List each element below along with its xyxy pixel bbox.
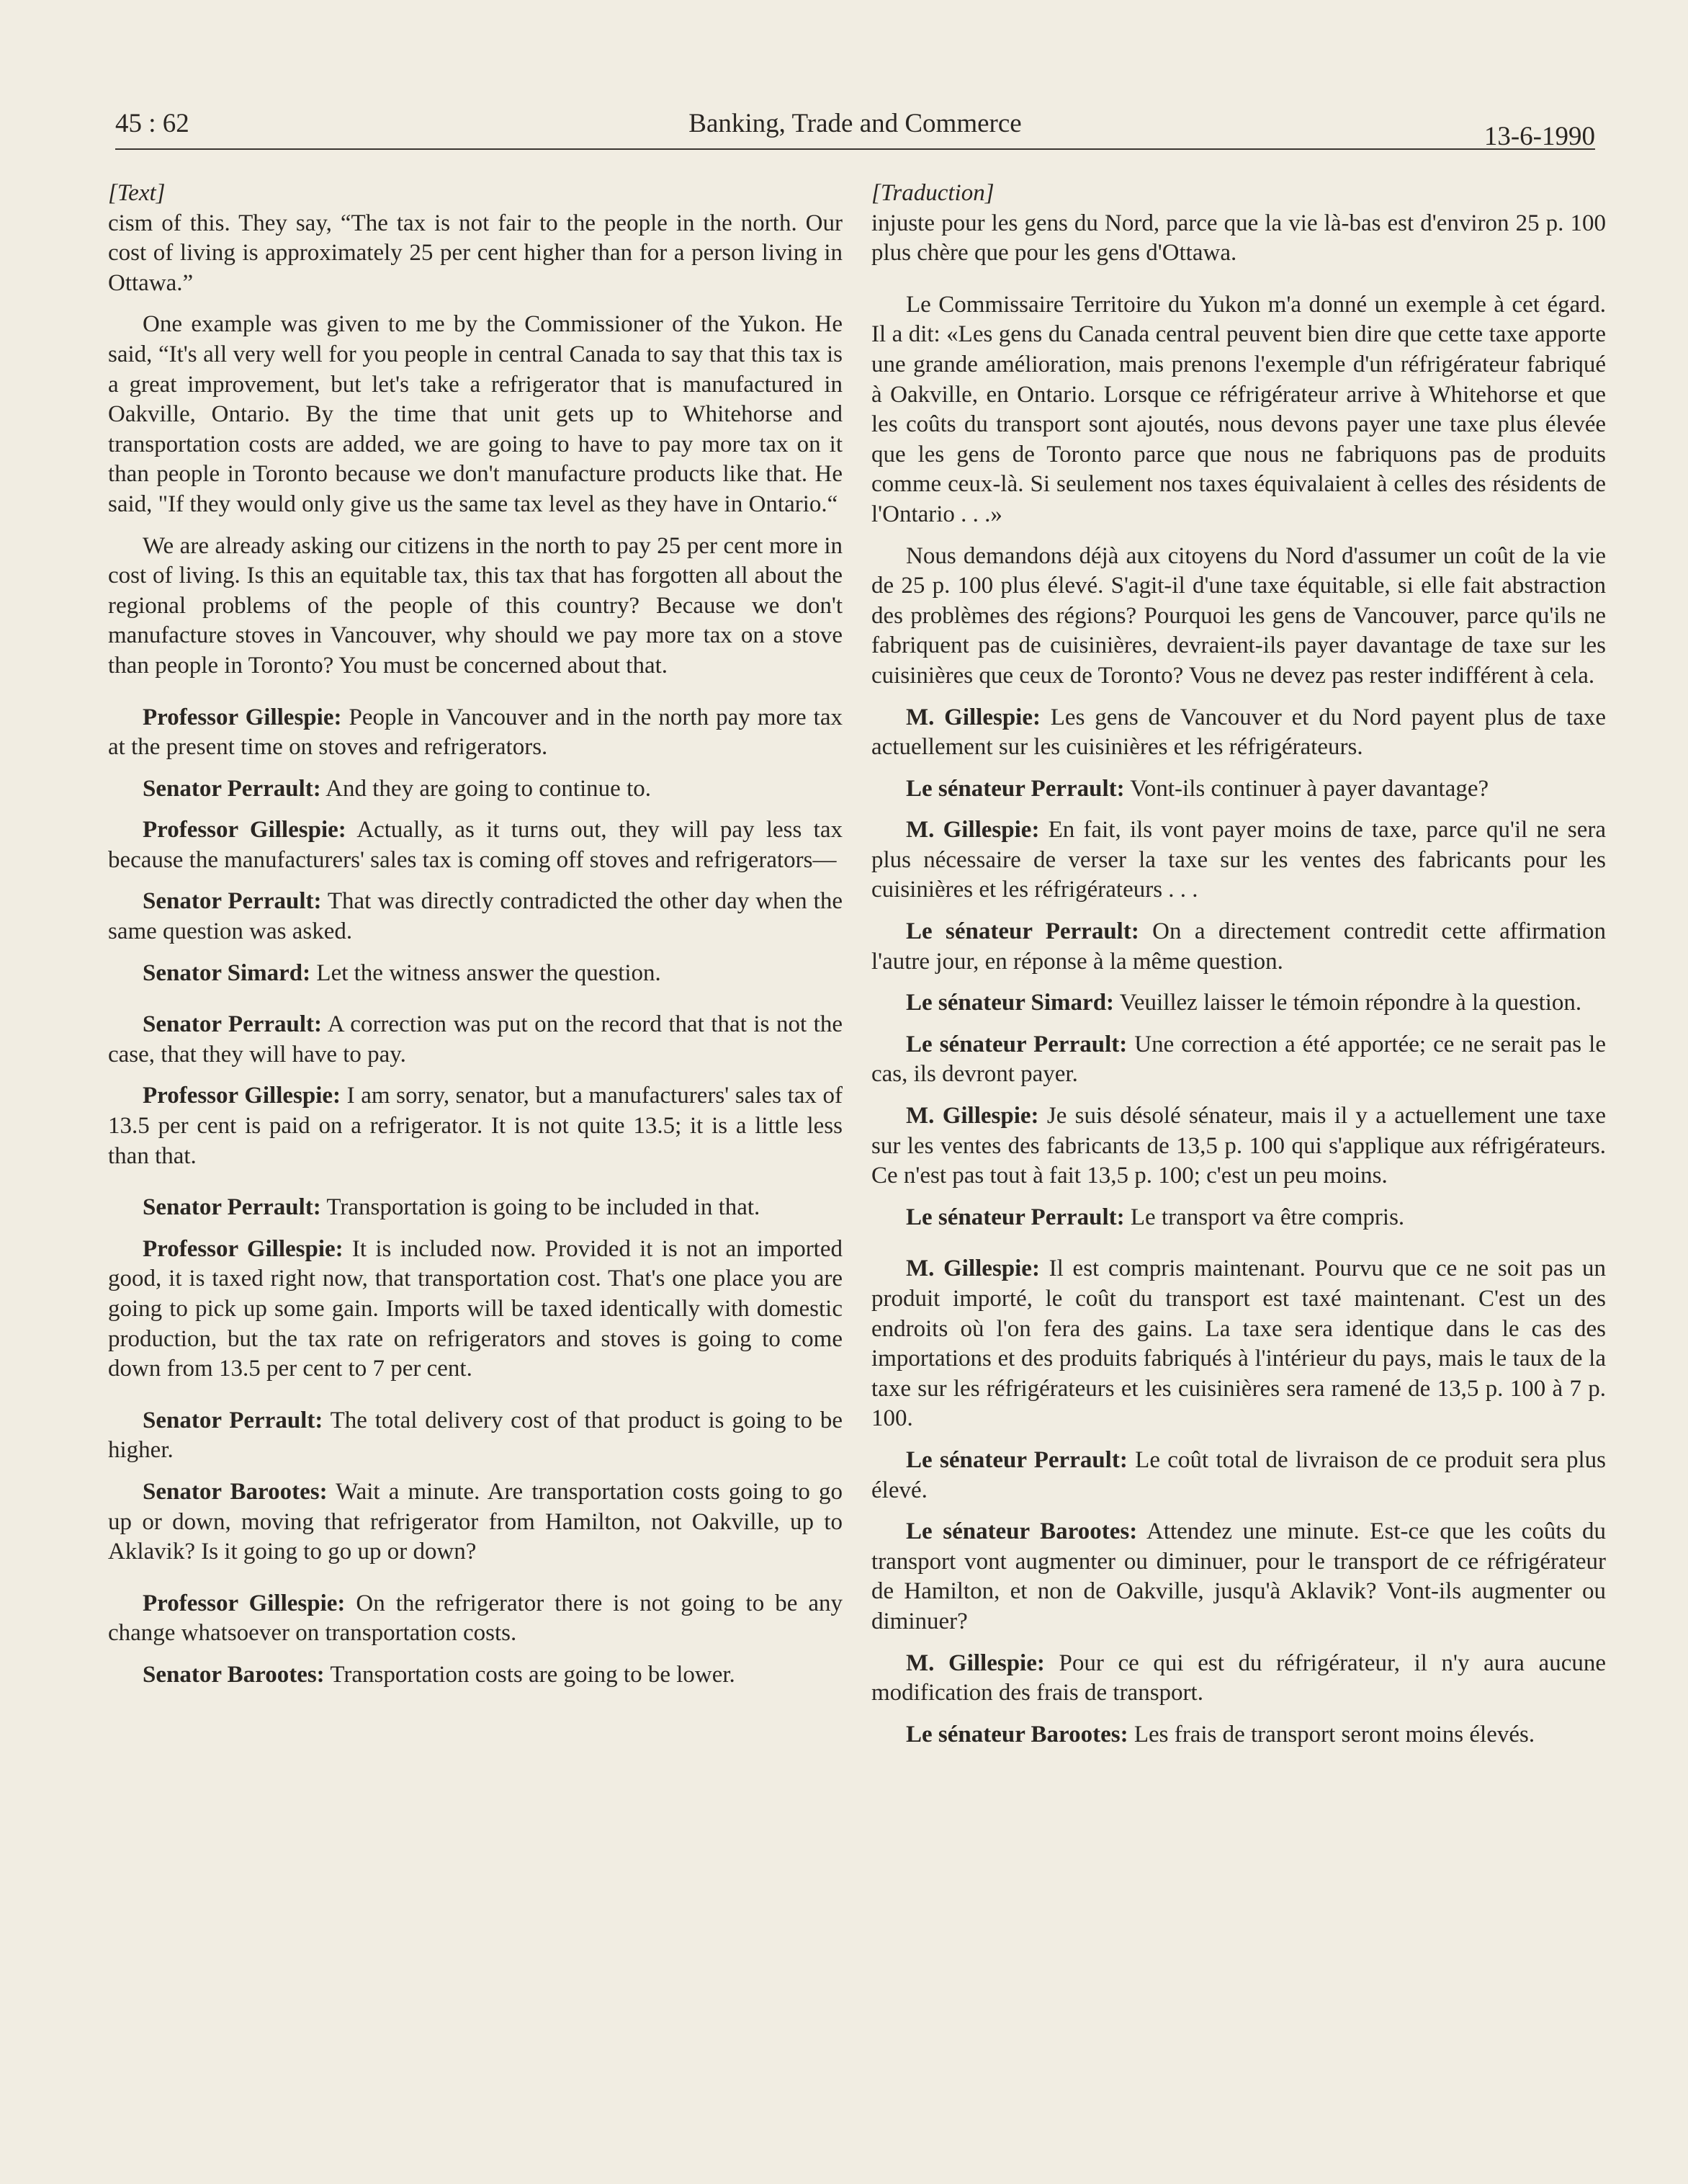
speech: Professor Gillespie: It is included now. Provided it is not an imported good, it is taxed right now, that transportation cost. That's one place you are going to pick up some gain. Imports will be taxed identically with domestic production, but the tax rate on refrigerators and stoves is going to come down from 13.5 per cent to 7 per cent. — [108, 1235, 843, 1382]
header-rule — [115, 148, 1595, 150]
paragraph: Le Commissaire Territoire du Yukon m'a donné un exemple à cet égard. Il a dit: «Les gens du Canada central peuvent bien dire que cette taxe apporte une grande amélioration, mais prenons l'exemple d'un réfrigérateur fabriqué à Oakville, en Ontario. Lorsque ce réfrigérateur arrive à Whitehorse et que les coûts du transport sont ajoutés, nous devons payer une taxe plus élevée que les gens de Toronto parce que nous ne fabriquons pas de produits comme ceux-là. Si seulement nos taxes équivalaient à celles des résidents de l'Ontario . . .» — [871, 291, 1606, 527]
language-tag: [Traduction] — [871, 180, 995, 206]
speaker-name: M. Gillespie: — [906, 1650, 1045, 1676]
speech: M. Gillespie: En fait, ils vont payer moins de taxe, parce qu'il ne sera plus nécessaire de verser la taxe sur les ventes des fabricants pour les cuisinières et les réfrigérateurs . . . — [871, 817, 1606, 903]
paragraph: Nous demandons déjà aux citoyens du Nord d'assumer un coût de la vie de 25 p. 100 plus élevé. S'agit-il d'une taxe équitable, si elle fait abstraction des problèmes des régions? Pourquoi les gens de Vancouver, parce qu'ils ne fabriquent pas de cuisinières, devraient-ils payer davantage de taxe sur les cuisinières que ceux de Toronto? Vous ne devez pas rester indifférent à cela. — [871, 542, 1606, 689]
speaker-name: Professor Gillespie: — [143, 1083, 341, 1109]
english-column — [108, 179, 843, 1691]
speaker-name: Le sénateur Perrault: — [906, 918, 1139, 945]
speech: Senator Perrault: A correction was put on the record that that is not the case, that they will have to pay. — [108, 1011, 843, 1068]
speech: Senator Perrault: Transportation is going to be included in that. — [143, 1194, 760, 1221]
speaker-name: Le sénateur Perrault: — [906, 1446, 1128, 1473]
speaker-name: Le sénateur Simard: — [906, 990, 1115, 1016]
paragraph: One example was given to me by the Commissioner of the Yukon. He said, “It's all very well for you people in central Canada to say that this tax is a great improvement, but let's take a refrigerator that is manufactured in Oakville, Ontario. By the time that unit gets up to Whitehorse and transportation costs are added, we are going to have to pay more tax on it than people in Toronto because we don't manufacture products like that. He said, "If they would only give us the same tax level as they have in Ontario.“ — [108, 311, 843, 517]
speech: Senator Perrault: And they are going to continue to. — [143, 775, 651, 802]
speech: Le sénateur Perrault: On a directement contredit cette affirmation l'autre jour, en réponse à la même question. — [871, 918, 1607, 975]
speaker-name: Senator Barootes: — [143, 1478, 328, 1505]
speech: Professor Gillespie: People in Vancouver and in the north pay more tax at the present time on stoves and refrigerators. — [108, 704, 843, 761]
speech: Senator Simard: Let the witness answer the question. — [143, 959, 661, 986]
page-number: 45 : 62 — [115, 109, 189, 138]
speech: Senator Perrault: The total delivery cost of that product is going to be higher. — [108, 1407, 843, 1464]
speech: Le sénateur Perrault: Le transport va être compris. — [906, 1204, 1405, 1230]
speaker-name: M. Gillespie: — [906, 1256, 1040, 1282]
speech: Le sénateur Perrault: Une correction a été apportée; ce ne serait pas le cas, ils devront payer. — [871, 1031, 1606, 1088]
french-column — [871, 179, 1606, 1750]
speech: M. Gillespie: Je suis désolé sénateur, mais il y a actuellement une taxe sur les ventes des fabricants de 13,5 p. 100 qui s'applique aux réfrigérateurs. Ce n'est pas tout à fait 13,5 p. 100; c'est un peu moins. — [871, 1103, 1607, 1189]
speech: Senator Perrault: That was directly contradicted the other day when the same question was asked. — [108, 888, 843, 945]
speech: M. Gillespie: Les gens de Vancouver et du Nord payent plus de taxe actuellement sur les cuisinières et les réfrigérateurs. — [871, 704, 1607, 761]
page-date: 13-6-1990 — [1483, 122, 1595, 151]
speaker-name: Professor Gillespie: — [143, 704, 342, 730]
speaker-name: M. Gillespie: — [906, 1103, 1039, 1129]
speaker-name: M. Gillespie: — [906, 817, 1040, 843]
speaker-name: Professor Gillespie: — [143, 817, 346, 843]
speech: Le sénateur Simard: Veuillez laisser le témoin répondre à la question. — [906, 990, 1582, 1016]
speaker-name: Professor Gillespie: — [143, 1590, 346, 1616]
speaker-name: Le sénateur Perrault: — [906, 1031, 1128, 1057]
paragraph: cism of this. They say, “The tax is not fair to the people in the north. Our cost of living is approximately 25 per cent higher than for a person living in Ottawa.” — [108, 210, 843, 296]
committee-title: Banking, Trade and Commerce — [688, 109, 1022, 138]
speaker-name: Professor Gillespie: — [143, 1235, 344, 1262]
speaker-name: Senator Barootes: — [143, 1661, 325, 1688]
speaker-name: Le sénateur Perrault: — [906, 775, 1125, 802]
speech: M. Gillespie: Pour ce qui est du réfrigérateur, il n'y aura aucune modification des frais de transport. — [871, 1650, 1606, 1706]
speaker-name: M. Gillespie: — [906, 704, 1041, 730]
speaker-name: Senator Perrault: — [143, 1407, 323, 1433]
speech: Professor Gillespie: On the refrigerator there is not going to be any change whatsoever on transportation costs. — [108, 1590, 843, 1647]
speaker-name: Senator Perrault: — [143, 1011, 323, 1038]
speech: Senator Barootes: Wait a minute. Are transportation costs going to go up or down, moving that refrigerator from Hamilton, not Oakville, up to Aklavik? Is it going to go up or down? — [108, 1478, 843, 1565]
language-tag: [Text] — [108, 180, 166, 206]
page-header — [115, 108, 1595, 151]
speech: Le sénateur Perrault: Le coût total de livraison de ce produit sera plus élevé. — [871, 1446, 1607, 1503]
speaker-name: Le sénateur Barootes: — [906, 1518, 1138, 1545]
speech: Professor Gillespie: I am sorry, senator, but a manufacturers' sales tax of 13.5 per cent is paid on a refrigerator. It is not quite 13.5; it is a little less than that. — [108, 1083, 843, 1169]
speaker-name: Le sénateur Perrault: — [906, 1204, 1125, 1230]
speech: Professor Gillespie: Actually, as it turns out, they will pay less tax because the manufacturers' sales tax is coming off stoves and refrigerators— — [108, 817, 843, 873]
speech: Le sénateur Barootes: Les frais de transport seront moins élevés. — [906, 1721, 1535, 1747]
speaker-name: Senator Simard: — [143, 959, 311, 986]
speech: Senator Barootes: Transportation costs are going to be lower. — [143, 1661, 735, 1688]
speaker-name: Senator Perrault: — [143, 888, 322, 915]
speaker-name: Le sénateur Barootes: — [906, 1721, 1128, 1747]
paragraph: We are already asking our citizens in the north to pay 25 per cent more in cost of living. Is this an equitable tax, this tax that has forgotten all about the regional problems of the people of this country? Because we don't manufacture stoves in Vancouver, why should we pay more tax on a stove than people in Toronto? You must be concerned about that. — [108, 532, 843, 679]
speaker-name: Senator Perrault: — [143, 1194, 321, 1221]
speech: Le sénateur Barootes: Attendez une minute. Est-ce que les coûts du transport vont augmenter ou diminuer, pour le transport de ce réfrigérateur de Hamilton, et non de Oakville, jusqu'à Aklavik? Vont-ils augmenter ou diminuer? — [871, 1518, 1606, 1634]
speaker-name: Senator Perrault: — [143, 775, 321, 802]
paragraph: injuste pour les gens du Nord, parce que la vie là-bas est d'environ 25 p. 100 plus chère que pour les gens d'Ottawa. — [871, 210, 1606, 267]
speech: M. Gillespie: Il est compris maintenant. Pourvu que ce ne soit pas un produit importé, le coût du transport est taxé maintenant. C'est un des endroits où l'on fera des gains. La taxe sera identique dans le cas des importations et des produits fabriqués à l'intérieur du pays, mais le taux de la taxe sur les réfrigérateurs et les cuisinières sera ramené de 13,5 p. 100 à 7 p. 100. — [871, 1256, 1606, 1432]
speech: Le sénateur Perrault: Vont-ils continuer à payer davantage? — [906, 775, 1489, 802]
